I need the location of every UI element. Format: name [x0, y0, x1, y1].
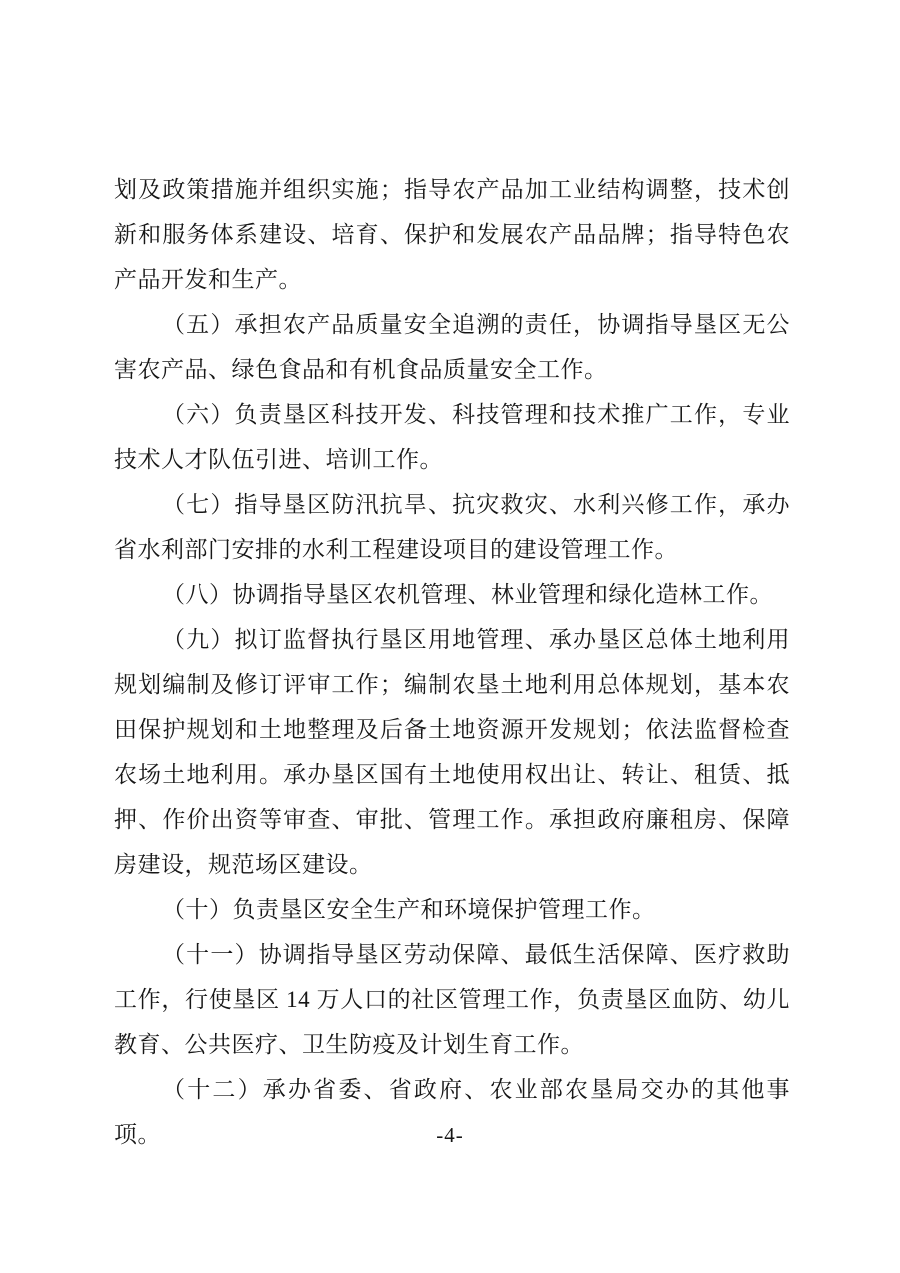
text-line: 教育、公共医疗、卫生防疫及计划生育工作。	[114, 1032, 584, 1057]
text-line: （六）负责垦区科技开发、科技管理和技术推广工作，专业	[162, 402, 790, 427]
text-line: （九）拟订监督执行垦区用地管理、承办垦区总体土地利用	[162, 627, 790, 652]
text-line: 房建设，规范场区建设。	[114, 852, 373, 877]
document-lines	[114, 167, 790, 1157]
text-line: 技术人才队伍引进、培训工作。	[114, 447, 443, 472]
text-line: 新和服务体系建设、培育、保护和发展农产品品牌；指导特色农	[114, 222, 790, 247]
text-line: 害农产品、绿色食品和有机食品质量安全工作。	[114, 357, 608, 382]
page-number: -4-	[436, 1123, 464, 1147]
text-line: 农场土地利用。承办垦区国有土地使用权出让、转让、租赁、抵	[114, 762, 790, 787]
text-line: （八）协调指导垦区农机管理、林业管理和绿化造林工作。	[162, 582, 773, 607]
text-line: （十二）承办省委、省政府、农业部农垦局交办的其他事项。	[114, 1077, 790, 1147]
text-line: 省水利部门安排的水利工程建设项目的建设管理工作。	[114, 537, 678, 562]
text-line: （七）指导垦区防汛抗旱、抗灾救灾、水利兴修工作，承办	[162, 492, 790, 517]
text-line: 产品开发和生产。	[114, 267, 302, 292]
text-line: 规划编制及修订评审工作；编制农垦土地利用总体规划，基本农	[114, 672, 790, 697]
text-line: 工作，行使垦区 14 万人口的社区管理工作，负责垦区血防、幼儿	[114, 987, 790, 1012]
text-line: 划及政策措施并组织实施；指导农产品加工业结构调整，技术创	[114, 177, 790, 202]
text-line: 押、作价出资等审查、审批、管理工作。承担政府廉租房、保障	[114, 807, 790, 832]
text-line: （五）承担农产品质量安全追溯的责任，协调指导垦区无公	[162, 312, 790, 337]
text-line: （十一）协调指导垦区劳动保障、最低生活保障、医疗救助	[162, 942, 790, 967]
text-line: 田保护规划和土地整理及后备土地资源开发规划；依法监督检查	[114, 717, 790, 742]
text-line: （十）负责垦区安全生产和环境保护管理工作。	[162, 897, 656, 922]
